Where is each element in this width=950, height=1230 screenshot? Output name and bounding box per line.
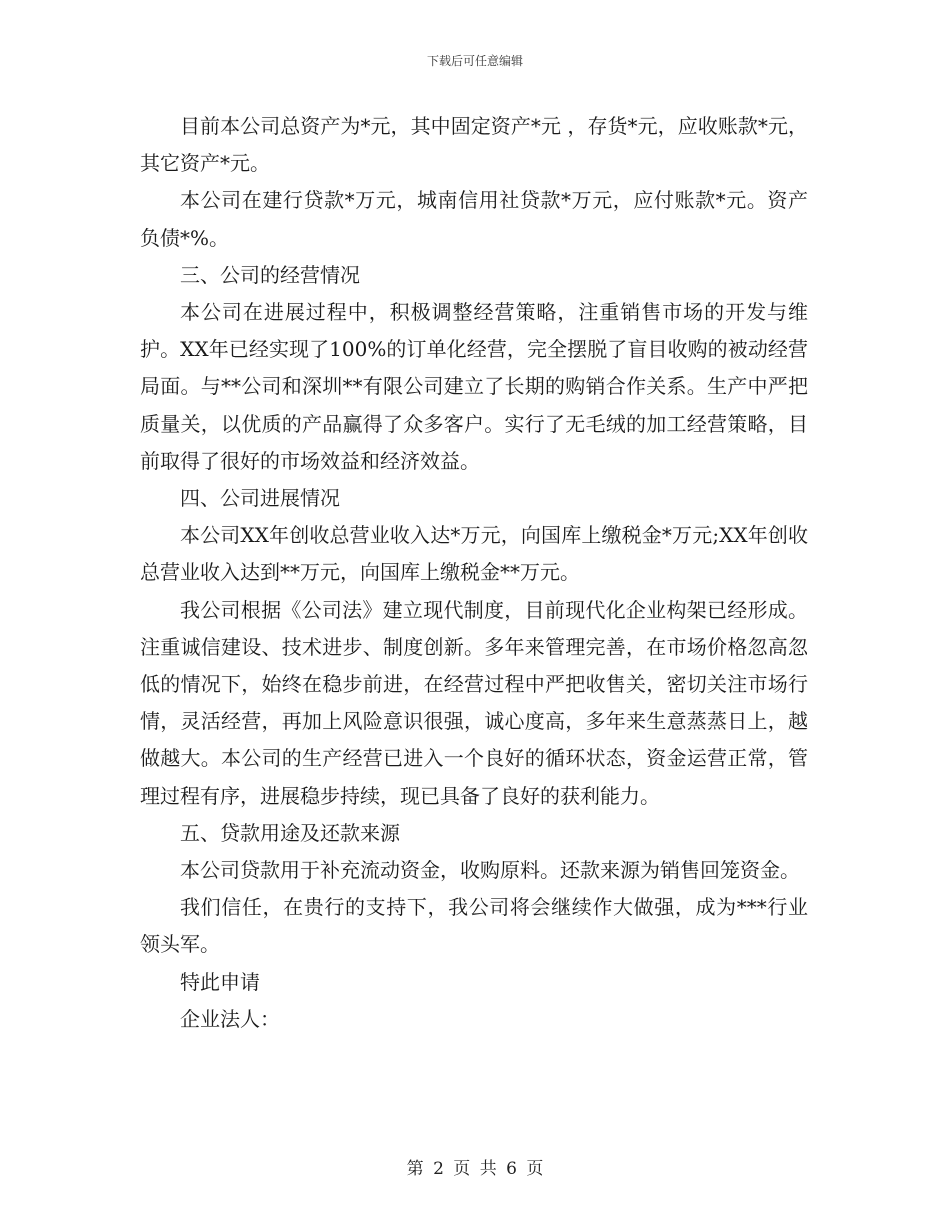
paragraph-loan-purpose: 本公司贷款用于补充流动资金，收购原料。还款来源为销售回笼资金。: [180, 858, 800, 883]
paragraph-closing: 我们信任，在贵行的支持下，我公司将会继续作大做强，成为***行业领头军。: [140, 895, 808, 957]
paragraph-assets: 目前本公司总资产为*元，其中固定资产*元 ，存货*元，应收账款*元，其它资产*元。: [140, 114, 808, 176]
section-heading-operations: 三、公司的经营情况: [180, 262, 360, 287]
page-number: 第 2 页 共 6 页: [406, 1159, 544, 1179]
paragraph-operations: 本公司在进展过程中，积极调整经营策略，注重销售市场的开发与维护。XX年已经实现了100%的订单化经营，完全摆脱了盲目收购的被动经营局面。与**公司和深圳**有限公司建立了长期的购销合作关系。生产中严把质量关，以优质的产品赢得了众多客户。实行了无毛绒的加工经营策略，目前取得了很好的市场效益和经济效益。: [140, 300, 808, 473]
document-body: [140, 108, 808, 1038]
legal-representative-label: 企业法人：: [180, 1006, 280, 1031]
paragraph-revenue: 本公司XX年创收总营业收入达*万元，向国库上缴税金*万元;XX年创收总营业收入达到**万元，向国库上缴税金**万元。: [140, 523, 808, 585]
application-statement: 特此申请: [180, 969, 260, 994]
section-heading-loan-purpose: 五、贷款用途及还款来源: [180, 820, 400, 845]
paragraph-loans: 本公司在建行贷款*万元，城南信用社贷款*万元，应付账款*元。资产负债*%。: [140, 188, 808, 250]
paragraph-management: 我公司根据《公司法》建立现代制度，目前现代化企业构架已经形成。注重诚信建设、技术进步、制度创新。多年来管理完善，在市场价格忽高忽低的情况下，始终在稳步前进，在经营过程中严把收售关，密切关注市场行情，灵活经营，再加上风险意识很强，诚心度高，多年来生意蒸蒸日上，越做越大。本公司的生产经营已进入一个良好的循环状态，资金运营正常，管理过程有序，进展稳步持续，现已具备了良好的获利能力。: [140, 597, 808, 808]
page-header: 下载后可任意编辑: [426, 54, 523, 68]
section-heading-progress: 四、公司进展情况: [180, 486, 340, 511]
